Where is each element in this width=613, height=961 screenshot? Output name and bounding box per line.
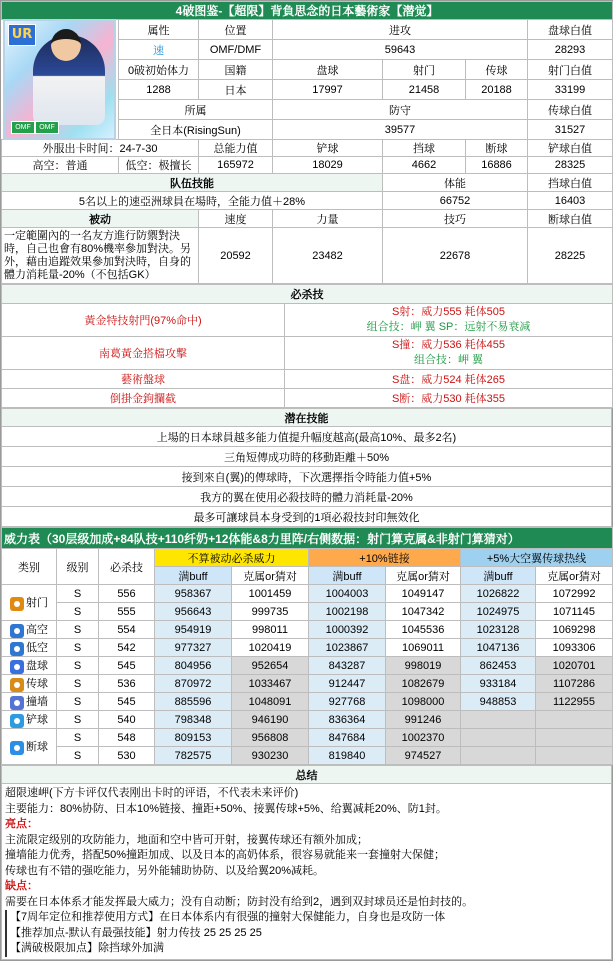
row-type-label: 铲球 — [26, 714, 48, 727]
row-type-label: 射门 — [26, 597, 48, 610]
skill-detail: S断：威力530 耗体355 — [285, 389, 613, 408]
row-skill-power: 530 — [99, 747, 155, 765]
stamina-value: 66752 — [383, 192, 528, 210]
label-shoot: 射门 — [383, 60, 466, 80]
label-nationality: 国籍 — [199, 60, 273, 80]
low-ball-rating: 低空：极擅长 — [119, 157, 199, 174]
special-skills-label: 必杀技 — [2, 285, 613, 304]
power-value: 1024975 — [461, 603, 536, 621]
power-value: 912447 — [309, 675, 386, 693]
power-value: 958367 — [155, 585, 232, 603]
row-type-label: 高空 — [26, 624, 48, 637]
dribble-icon — [10, 660, 24, 674]
power-value: 1001459 — [232, 585, 309, 603]
power-value: 956643 — [155, 603, 232, 621]
power-value: 1033467 — [232, 675, 309, 693]
sub-counter: 克属or猜对 — [536, 567, 613, 585]
dribble-value: 17997 — [273, 80, 383, 100]
pass-value: 20188 — [466, 80, 528, 100]
label-pass: 传球 — [466, 60, 528, 80]
skill-combo: 组合技：岬 翼 SP：远射不易衰减 — [366, 321, 531, 333]
label-dribble-white: 盘球白值 — [528, 20, 613, 40]
power-value: 862453 — [461, 657, 536, 675]
table-row — [2, 603, 613, 621]
power-value: 798348 — [155, 711, 232, 729]
row-type-label: 传球 — [26, 678, 48, 691]
position-value: OMF/DMF — [199, 40, 273, 60]
passive-label: 被动 — [2, 210, 199, 228]
skill-detail-cell — [285, 304, 613, 337]
position-badge: OMF — [11, 121, 35, 134]
table-row — [2, 585, 613, 603]
power-value: 927768 — [309, 693, 386, 711]
defense-value: 39577 — [273, 120, 528, 140]
low-ball-icon — [10, 642, 24, 656]
table-row — [2, 747, 613, 765]
potential-label: 潜在技能 — [2, 409, 612, 427]
power-value: 804956 — [155, 657, 232, 675]
row-level: S — [57, 729, 99, 747]
sub-counter: 克属or猜对 — [386, 567, 461, 585]
summary-line: 超限速岬(下方卡评仅代表刚出卡时的评语，不代表未来评价) — [5, 787, 299, 799]
label-position: 位置 — [199, 20, 273, 40]
potential-item: 最多可讓球員本身受到的1項必殺技封印無效化 — [2, 507, 612, 527]
nationality-value: 日本 — [199, 80, 273, 100]
row-skill-power: 555 — [99, 603, 155, 621]
power-value: 843287 — [309, 657, 386, 675]
card-portrait — [3, 19, 116, 140]
power-value: 954919 — [155, 621, 232, 639]
power-value: 991246 — [386, 711, 461, 729]
team-skill-text: 5名以上的速亞洲球員在場時，全能力值＋28% — [2, 192, 383, 210]
power-value: 870972 — [155, 675, 232, 693]
summary-line: 亮点： — [5, 818, 38, 830]
high-ball-icon — [10, 624, 24, 638]
power-value — [536, 747, 613, 765]
power-value: 885596 — [155, 693, 232, 711]
row-skill-power: 545 — [99, 693, 155, 711]
row-type — [2, 693, 57, 711]
power-value: 1071145 — [536, 603, 613, 621]
power-value — [461, 729, 536, 747]
attribute-value: 速 — [119, 40, 199, 60]
label-dribble: 盘球 — [273, 60, 383, 80]
summary-line: 传球也有不错的强吃能力，另外能辅助协防、以及给翼20%减耗。 — [5, 864, 325, 877]
tackle-white-value: 28325 — [528, 157, 613, 174]
label-attack: 进攻 — [273, 20, 528, 40]
power-value: 974527 — [386, 747, 461, 765]
table-row — [2, 693, 613, 711]
row-type — [2, 639, 57, 657]
dribble-white-value: 28293 — [528, 40, 613, 60]
label-initial-stamina: 0破初始体力 — [119, 60, 199, 80]
rarity-badge: UR — [8, 24, 36, 46]
position-badge: OMF — [35, 121, 59, 134]
pass-icon — [10, 678, 24, 692]
row-skill-power: 536 — [99, 675, 155, 693]
summary-body — [2, 784, 612, 960]
power-value: 782575 — [155, 747, 232, 765]
power-value: 1002198 — [309, 603, 386, 621]
intercept-white-label: 断球白值 — [528, 210, 613, 228]
row-skill-power: 542 — [99, 639, 155, 657]
potential-item: 上場的日本球員越多能力值提升幅度越高(最高10%、最多2名) — [2, 427, 612, 447]
power-value: 1048091 — [232, 693, 309, 711]
col-type: 类别 — [2, 549, 57, 585]
power-table-body — [2, 585, 613, 765]
tech-label: 技巧 — [383, 210, 528, 228]
label-pass-white: 传球白值 — [528, 100, 613, 120]
one-two-icon — [10, 696, 24, 710]
power-value: 1107286 — [536, 675, 613, 693]
potential-item: 三角短傳成功時的移動距離＋50% — [2, 447, 612, 467]
group-link: +10%链接 — [309, 549, 461, 567]
power-value: 1049147 — [386, 585, 461, 603]
speed-label: 速度 — [199, 210, 273, 228]
group-no-passive: 不算被动必杀威力 — [155, 549, 309, 567]
power-value: 847684 — [309, 729, 386, 747]
table-row — [2, 621, 613, 639]
summary-line: 【满破极限加点】除挡球外加满 — [5, 941, 608, 957]
power-value: 809153 — [155, 729, 232, 747]
row-level: S — [57, 711, 99, 729]
summary-table — [1, 765, 612, 960]
power-value: 930230 — [232, 747, 309, 765]
team-skill-label: 队伍技能 — [2, 174, 383, 192]
row-type-label: 断球 — [26, 741, 48, 754]
power-table-title: 威力表（30层级加成+84队技+110纤奶+12体能&8力里阵/右侧数据：射门算克属&非射门算猜对） — [2, 528, 613, 549]
power-value: 1122955 — [536, 693, 613, 711]
tackle-icon — [10, 714, 24, 728]
initial-stamina-value: 1288 — [119, 80, 199, 100]
power-value: 1045536 — [386, 621, 461, 639]
sub-full-buff: 满buff — [309, 567, 386, 585]
power-value: 1020419 — [232, 639, 309, 657]
summary-line: 【7周年定位和推荐使用方式】在日本体系内有很强的撞射大保健能力，自身也是攻防一体 — [5, 910, 608, 926]
power-value: 1098000 — [386, 693, 461, 711]
skill-detail: S盘：威力524 耗体265 — [285, 370, 613, 389]
row-type — [2, 711, 57, 729]
special-skills-table — [1, 284, 613, 408]
power-value: 1069011 — [386, 639, 461, 657]
table-row — [2, 657, 613, 675]
row-level: S — [57, 639, 99, 657]
power-value: 956808 — [232, 729, 309, 747]
intercept-white-value: 28225 — [528, 228, 613, 284]
power-value: 1000392 — [309, 621, 386, 639]
power-value: 1047342 — [386, 603, 461, 621]
skill-name: 南葛黃金搭檔攻擊 — [2, 337, 285, 370]
skill-detail: S射：威力555 耗体505 — [391, 306, 506, 318]
summary-line: 撞墙能力优秀，搭配50%撞距加成、以及日本的高奶体系，很容易就能来一套撞射大保健； — [5, 849, 446, 861]
total-value: 165972 — [199, 157, 273, 174]
row-skill-power: 548 — [99, 729, 155, 747]
skill-detail: S撞：威力536 耗体455 — [391, 339, 506, 351]
label-defense: 防守 — [273, 100, 528, 120]
attack-value: 59643 — [273, 40, 528, 60]
label-block: 挡球 — [383, 140, 466, 157]
summary-line: 缺点： — [5, 880, 38, 892]
table-row — [2, 675, 613, 693]
block-value: 4662 — [383, 157, 466, 174]
potential-item: 接到來自(翼)的傳球時，下次選擇指令時能力值+5% — [2, 467, 612, 487]
table-row — [2, 711, 613, 729]
team-value: 全日本(RisingSun) — [119, 120, 273, 140]
row-skill-power: 540 — [99, 711, 155, 729]
summary-line: 【推荐加点-默认有最强技能】射力传技 25 25 25 25 — [5, 926, 608, 942]
power-value: 23482 — [273, 228, 383, 284]
row-level: S — [57, 621, 99, 639]
power-value: 1004003 — [309, 585, 386, 603]
row-level: S — [57, 675, 99, 693]
row-type — [2, 729, 57, 765]
pass-white-value: 31527 — [528, 120, 613, 140]
sub-counter: 克属or猜对 — [232, 567, 309, 585]
label-attribute: 属性 — [119, 20, 199, 40]
row-skill-power: 556 — [99, 585, 155, 603]
row-type — [2, 621, 57, 639]
skill-name: 黃金特技射門(97%命中) — [2, 304, 285, 337]
power-value: 948853 — [461, 693, 536, 711]
row-type — [2, 675, 57, 693]
player-head — [51, 29, 81, 61]
tackle-value: 18029 — [273, 157, 383, 174]
power-value: 1093306 — [536, 639, 613, 657]
power-value: 1026822 — [461, 585, 536, 603]
power-value: 819840 — [309, 747, 386, 765]
row-level: S — [57, 603, 99, 621]
power-table — [1, 527, 613, 765]
table-row — [2, 729, 613, 747]
row-type-label: 低空 — [26, 642, 48, 655]
power-label: 力量 — [273, 210, 383, 228]
power-value: 1020701 — [536, 657, 613, 675]
label-shoot-white: 射门白值 — [528, 60, 613, 80]
power-value: 999735 — [232, 603, 309, 621]
label-intercept: 断球 — [466, 140, 528, 157]
power-value: 977327 — [155, 639, 232, 657]
row-type — [2, 657, 57, 675]
skill-name: 倒掛金鉤攔截 — [2, 389, 285, 408]
speed-value: 20592 — [199, 228, 273, 284]
block-white-label: 挡球白值 — [528, 174, 613, 192]
power-value: 836364 — [309, 711, 386, 729]
power-value — [461, 711, 536, 729]
table-row — [2, 639, 613, 657]
power-value: 1023128 — [461, 621, 536, 639]
tech-value: 22678 — [383, 228, 528, 284]
row-level: S — [57, 585, 99, 603]
power-value: 998019 — [386, 657, 461, 675]
shoot-value: 21458 — [383, 80, 466, 100]
intercept-value: 16886 — [466, 157, 528, 174]
power-value: 1002370 — [386, 729, 461, 747]
page-title: 4破图鉴-【超限】背負思念的日本藝術家【潜觉】 — [2, 2, 613, 20]
power-value: 1069298 — [536, 621, 613, 639]
skill-combo: 组合技：岬 翼 — [413, 354, 484, 366]
label-total: 总能力值 — [199, 140, 273, 157]
power-value: 998011 — [232, 621, 309, 639]
power-value: 1082679 — [386, 675, 461, 693]
group-hotline: +5%大空翼传球热线 — [461, 549, 613, 567]
intercept-icon — [10, 741, 24, 755]
col-level: 级别 — [57, 549, 99, 585]
power-value: 933184 — [461, 675, 536, 693]
shoot-white-value: 33199 — [528, 80, 613, 100]
summary-lines — [5, 786, 608, 957]
summary-label: 总结 — [2, 766, 612, 784]
row-type-label: 撞墙 — [26, 696, 48, 709]
label-team: 所属 — [119, 100, 273, 120]
row-skill-power: 554 — [99, 621, 155, 639]
row-type-label: 盘球 — [26, 660, 48, 673]
summary-line: 主流限定级别的攻防能力，地面和空中皆可开射，接翼传球还有额外加成； — [5, 833, 368, 846]
release-date: 外服出卡时间：24-7-30 — [2, 140, 199, 157]
power-value — [461, 747, 536, 765]
row-level: S — [57, 747, 99, 765]
col-skill: 必杀技 — [99, 549, 155, 585]
potential-item: 我方的翼在使用必殺技時的體力消耗量-20% — [2, 487, 612, 507]
stamina-label: 体能 — [383, 174, 528, 192]
high-ball-rating: 高空：普通 — [2, 157, 119, 174]
block-white-value: 16403 — [528, 192, 613, 210]
skill-name: 藝術盤球 — [2, 370, 285, 389]
title-row — [2, 2, 613, 20]
power-value: 946190 — [232, 711, 309, 729]
power-value — [536, 729, 613, 747]
power-value: 952654 — [232, 657, 309, 675]
row-level: S — [57, 693, 99, 711]
power-value — [536, 711, 613, 729]
power-value: 1072992 — [536, 585, 613, 603]
row-type — [2, 585, 57, 621]
passive-text: 一定範圍內的一名友方進行防禦對決時，自己也會有80%機率參加對決。另外，藉由追蹤效果參加對決時，自身的體力消耗量-20%（不包括GK） — [2, 228, 199, 284]
power-value: 1047136 — [461, 639, 536, 657]
sub-full-buff: 满buff — [461, 567, 536, 585]
row-skill-power: 545 — [99, 657, 155, 675]
sub-full-buff: 满buff — [155, 567, 232, 585]
summary-line: 需要在日本体系才能发挥最大威力；没有自动断；防封没有给到2，遇到双封球员还是怕封技的。 — [5, 895, 474, 908]
label-tackle: 铲球 — [273, 140, 383, 157]
skill-detail-cell — [285, 337, 613, 370]
row-level: S — [57, 657, 99, 675]
shoot-icon — [10, 597, 24, 611]
power-value: 1023867 — [309, 639, 386, 657]
label-tackle-white: 铲球白值 — [528, 140, 613, 157]
potential-skills-table — [1, 408, 612, 527]
summary-line: 主要能力：80%协防、日本10%链接、撞距+50%、接翼传球+5%、给翼减耗20%、防1封。 — [5, 802, 447, 815]
